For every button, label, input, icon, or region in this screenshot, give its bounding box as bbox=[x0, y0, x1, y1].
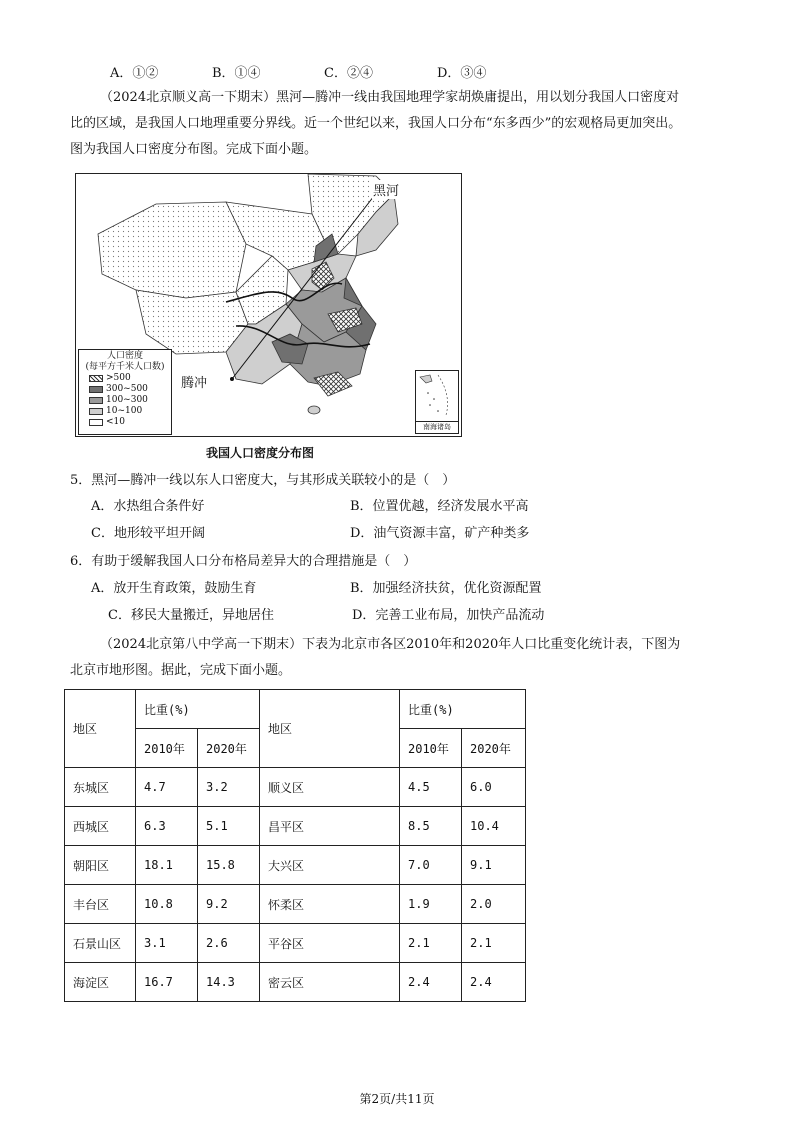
table-cell: 平谷区 bbox=[260, 924, 400, 963]
table-row bbox=[65, 885, 526, 924]
table-row bbox=[65, 768, 526, 807]
header-region-left: 地区 bbox=[65, 690, 136, 768]
table-cell: 14.3 bbox=[198, 963, 260, 1002]
table-cell: 6.3 bbox=[136, 807, 198, 846]
table-header-row bbox=[65, 690, 526, 729]
legend-label: 300~500 bbox=[106, 384, 148, 394]
legend-label: >500 bbox=[106, 373, 131, 383]
legend-swatch-crosshatch bbox=[89, 375, 103, 382]
table-row bbox=[65, 807, 526, 846]
table-cell: 18.1 bbox=[136, 846, 198, 885]
legend-row-under10 bbox=[81, 417, 169, 428]
table-row bbox=[65, 924, 526, 963]
table-cell: 9.2 bbox=[198, 885, 260, 924]
header-share-right: 比重(%) bbox=[400, 690, 526, 729]
legend-label: 100~300 bbox=[106, 395, 148, 405]
intro1-line2: 比的区域，是我国人口地理重要分界线。近一个世纪以来，我国人口分布“东多西少”的宏观格局更加突出。 bbox=[70, 116, 682, 131]
table-cell: 丰台区 bbox=[65, 885, 136, 924]
table-cell: 大兴区 bbox=[260, 846, 400, 885]
table-cell: 6.0 bbox=[462, 768, 526, 807]
beijing-population-table bbox=[64, 689, 526, 1002]
table-cell: 7.0 bbox=[400, 846, 462, 885]
header-2010-left: 2010年 bbox=[136, 729, 198, 768]
table-cell: 2.0 bbox=[462, 885, 526, 924]
q6-stem: 6．有助于缓解我国人口分布格局差异大的合理措施是（ ） bbox=[70, 554, 417, 569]
table-cell: 昌平区 bbox=[260, 807, 400, 846]
table-cell: 西城区 bbox=[65, 807, 136, 846]
q5-option-b: B．位置优越，经济发展水平高 bbox=[350, 499, 529, 514]
table-cell: 4.7 bbox=[136, 768, 198, 807]
tengchong-point bbox=[230, 377, 234, 381]
table-cell: 15.8 bbox=[198, 846, 260, 885]
header-2020-left: 2020年 bbox=[198, 729, 260, 768]
page-footer: 第2页/共11页 bbox=[359, 1092, 435, 1106]
table-row bbox=[65, 846, 526, 885]
q6-option-b: B．加强经济扶贫，优化资源配置 bbox=[350, 581, 542, 596]
table-cell: 4.5 bbox=[400, 768, 462, 807]
legend-title: 人口密度 bbox=[106, 351, 143, 361]
table-cell: 5.1 bbox=[198, 807, 260, 846]
intro2-line1: （2024北京第八中学高一下期末）下表为北京市各区2010年和2020年人口比重变化统计表，下图为 bbox=[100, 637, 681, 652]
legend-swatch-dark bbox=[89, 386, 103, 393]
table-cell: 东城区 bbox=[65, 768, 136, 807]
q5-stem: 5．黑河—腾冲一线以东人口密度大，与其形成关联较小的是（ ） bbox=[70, 473, 456, 488]
label-heihe: 黑河 bbox=[372, 180, 400, 199]
legend-row-500plus bbox=[81, 373, 169, 384]
table-cell: 3.1 bbox=[136, 924, 198, 963]
table-cell: 2.6 bbox=[198, 924, 260, 963]
table-cell: 怀柔区 bbox=[260, 885, 400, 924]
map-caption: 我国人口密度分布图 bbox=[206, 446, 315, 460]
legend-row-100-300 bbox=[81, 395, 169, 406]
map-hainan-island bbox=[308, 406, 320, 414]
inset-label: 南海诸岛 bbox=[416, 421, 458, 432]
legend-row-10-100 bbox=[81, 406, 169, 417]
legend-label: <10 bbox=[106, 417, 125, 427]
table-cell: 1.9 bbox=[400, 885, 462, 924]
intro1-line3: 图为我国人口密度分布图。完成下面小题。 bbox=[70, 142, 318, 157]
table-cell: 10.4 bbox=[462, 807, 526, 846]
table-cell: 16.7 bbox=[136, 963, 198, 1002]
header-2010-right: 2010年 bbox=[400, 729, 462, 768]
q5-option-d: D．油气资源丰富，矿产种类多 bbox=[350, 526, 530, 541]
header-share-left: 比重(%) bbox=[136, 690, 260, 729]
table-cell: 海淀区 bbox=[65, 963, 136, 1002]
q4-option-b: B．①④ bbox=[212, 66, 261, 81]
table-cell: 2.1 bbox=[400, 924, 462, 963]
table-cell: 8.5 bbox=[400, 807, 462, 846]
table-row bbox=[65, 963, 526, 1002]
intro1-line1: （2024北京顺义高一下期末）黑河—腾冲一线由我国地理学家胡焕庸提出，用以划分我国人口密度对 bbox=[100, 90, 680, 105]
map-xinjiang-region bbox=[98, 202, 246, 298]
q5-option-a: A．水热组合条件好 bbox=[91, 499, 205, 514]
table-cell: 2.4 bbox=[400, 963, 462, 1002]
q6-option-c: C．移民大量搬迁，异地居住 bbox=[108, 608, 274, 623]
q5-option-c: C．地形较平坦开阔 bbox=[91, 526, 205, 541]
population-density-map bbox=[75, 173, 462, 437]
q6-option-a: A．放开生育政策，鼓励生育 bbox=[91, 581, 257, 596]
legend-row-300-500 bbox=[81, 384, 169, 395]
legend-label: 10~100 bbox=[106, 406, 143, 416]
legend-swatch-mid bbox=[89, 397, 103, 404]
inset-drawing bbox=[416, 371, 458, 421]
legend-subtitle: (每平方千米人口数) bbox=[85, 362, 165, 372]
table-cell: 9.1 bbox=[462, 846, 526, 885]
legend-swatch-white bbox=[89, 419, 103, 426]
q6-option-d: D．完善工业布局，加快产品流动 bbox=[352, 608, 545, 623]
table-cell: 2.4 bbox=[462, 963, 526, 1002]
map-tibet-region bbox=[136, 290, 248, 354]
table-cell: 3.2 bbox=[198, 768, 260, 807]
header-region-right: 地区 bbox=[260, 690, 400, 768]
table-cell: 顺义区 bbox=[260, 768, 400, 807]
q4-option-a: A．①② bbox=[110, 66, 159, 81]
intro2-line2: 北京市地形图。据此，完成下面小题。 bbox=[70, 663, 292, 678]
table-cell: 10.8 bbox=[136, 885, 198, 924]
legend-swatch-light bbox=[89, 408, 103, 415]
table-cell: 朝阳区 bbox=[65, 846, 136, 885]
table-cell: 密云区 bbox=[260, 963, 400, 1002]
q4-option-c: C．②④ bbox=[324, 66, 373, 81]
table-cell: 石景山区 bbox=[65, 924, 136, 963]
label-tengchong: 腾冲 bbox=[180, 372, 208, 391]
header-2020-right: 2020年 bbox=[462, 729, 526, 768]
q4-option-d: D．③④ bbox=[437, 66, 487, 81]
south-china-sea-inset bbox=[415, 370, 459, 434]
table-cell: 2.1 bbox=[462, 924, 526, 963]
map-legend bbox=[78, 349, 172, 435]
